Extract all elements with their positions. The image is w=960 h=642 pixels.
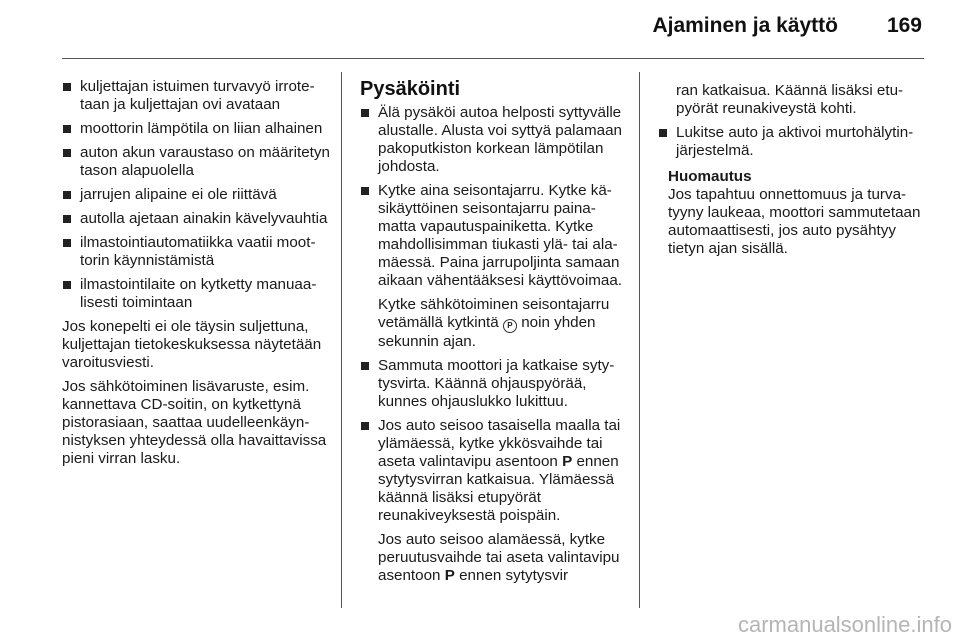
list-item xyxy=(62,120,330,138)
list-item-text: Kytke aina seisontajarru. Kytke käsikäyttöinen seisontajarru painamatta vapautuspainiketta. Kytke mahdollisimman tiukasti ylä- tai alamäessä. Paina jarrupoljinta samaan aikaan vähentääksesi käyttövoimaa. xyxy=(378,182,622,289)
list-item-text: Jos auto seisoo tasaisella maalla tai ylämäessä, kytke ykkösvaihde tai aseta valintavipu asentoon xyxy=(378,417,621,470)
parking-list xyxy=(360,104,628,585)
list-item xyxy=(360,417,628,585)
bullet-square-icon xyxy=(361,109,369,117)
list-item xyxy=(62,234,330,270)
list-item-text: Lukitse auto ja aktivoi murtohälytinjärjestelmä. xyxy=(676,124,914,159)
bullet-square-icon xyxy=(659,129,667,137)
list-item-text: kuljettajan istuimen turvavyö irrotetaan ja kuljettajan ovi avataan xyxy=(80,78,315,113)
list-item-text: ennen sytytysvirran katkaisua. Ylämäessä käännä lisäksi etupyörät reunakiveyksestä poispäin. xyxy=(378,453,619,524)
column-1 xyxy=(62,78,330,474)
list-item xyxy=(62,144,330,180)
list-item xyxy=(360,104,628,176)
list-item-text: moottorin lämpötila on liian alhainen xyxy=(80,120,323,137)
list-item-text: autolla ajetaan ainakin kävelyvauhtia xyxy=(80,210,328,227)
sub-text: noin yhden sekunnin ajan. xyxy=(378,314,596,350)
continuation-text: ran katkaisua. Käännä lisäksi etupyörät reunakiveystä kohti. xyxy=(676,82,904,117)
bullet-square-icon xyxy=(63,239,71,247)
bullet-square-icon xyxy=(63,149,71,157)
list-item-text: auton akun varaustaso on määritetyn tason alapuolella xyxy=(80,144,330,179)
list-item xyxy=(62,78,330,114)
list-item xyxy=(360,357,628,411)
sub-text: Kytke sähkötoiminen seisontajarru vetämällä kytkintä xyxy=(378,296,610,331)
list-item xyxy=(360,182,628,351)
parking-list-continued xyxy=(658,124,926,160)
list-item xyxy=(658,124,926,160)
list-item-text: Sammuta moottori ja katkaise sytytysvirta. Käännä ohjauspyörää, kunnes ohjauslukko lukittuu. xyxy=(378,357,615,410)
watermark: carmanualsonline.info xyxy=(737,612,952,637)
hood-warning-paragraph: Jos konepelti ei ole täysin suljettuna, kuljettajan tietokeskuksessa näytetään varoitusviesti. xyxy=(62,318,322,371)
list-item xyxy=(62,210,330,228)
page-number: 169 xyxy=(886,14,922,37)
bullet-square-icon xyxy=(63,125,71,133)
column-3 xyxy=(658,82,926,258)
bullet-square-icon xyxy=(63,191,71,199)
running-header-title: Ajaminen ja käyttö xyxy=(652,14,838,37)
note-title: Huomautus xyxy=(668,168,752,185)
column-divider-left xyxy=(341,72,342,608)
column-2 xyxy=(360,78,628,591)
bullet-square-icon xyxy=(361,422,369,430)
bullet-square-icon xyxy=(361,187,369,195)
parking-brake-icon: P xyxy=(503,319,517,333)
list-item xyxy=(62,186,330,204)
list-item-text: ilmastointilaite on kytketty manuaalisesti toimintaan xyxy=(80,276,317,311)
bullet-square-icon xyxy=(361,362,369,370)
condition-list xyxy=(62,78,330,312)
bullet-square-icon xyxy=(63,83,71,91)
downhill-note xyxy=(378,531,628,585)
voltage-drop-paragraph: Jos sähkötoiminen lisävaruste, esim. kannettava CD-soitin, on kytkettynä pistorasiaan, saattaa uudelleenkäynnistyksen yhteydessä olla havaittavissa pieni virran lasku. xyxy=(62,378,327,467)
column-divider-right xyxy=(639,72,640,608)
note-body: Jos tapahtuu onnettomuus ja turvatyyny laukeaa, moottori sammutetaan automaattisesti, jos auto pysähtyy tietyn ajan sisällä. xyxy=(668,186,921,257)
sub-text: ennen sytytysvir xyxy=(459,567,568,584)
electric-brake-note xyxy=(378,296,628,351)
list-item-text: jarrujen alipaine ei ole riittävä xyxy=(80,186,277,203)
gear-position-label: P xyxy=(562,453,573,470)
gear-position-label: P xyxy=(444,567,455,584)
bullet-square-icon xyxy=(63,281,71,289)
sub-text: Jos auto seisoo alamäessä, kytke peruutusvaihde tai aseta valintavipu asentoon xyxy=(378,531,620,584)
list-item xyxy=(62,276,330,312)
list-item-text: Älä pysäköi autoa helposti syttyvälle alustalle. Alusta voi syttyä palamaan pakoputkiston korkean lämpötilan johdosta. xyxy=(378,104,622,175)
list-item-text: ilmastointiautomatiikka vaatii moottorin käynnistämistä xyxy=(80,234,316,269)
bullet-square-icon xyxy=(63,215,71,223)
header-divider xyxy=(62,58,924,59)
section-title-parking: Pysäköinti xyxy=(360,78,461,100)
